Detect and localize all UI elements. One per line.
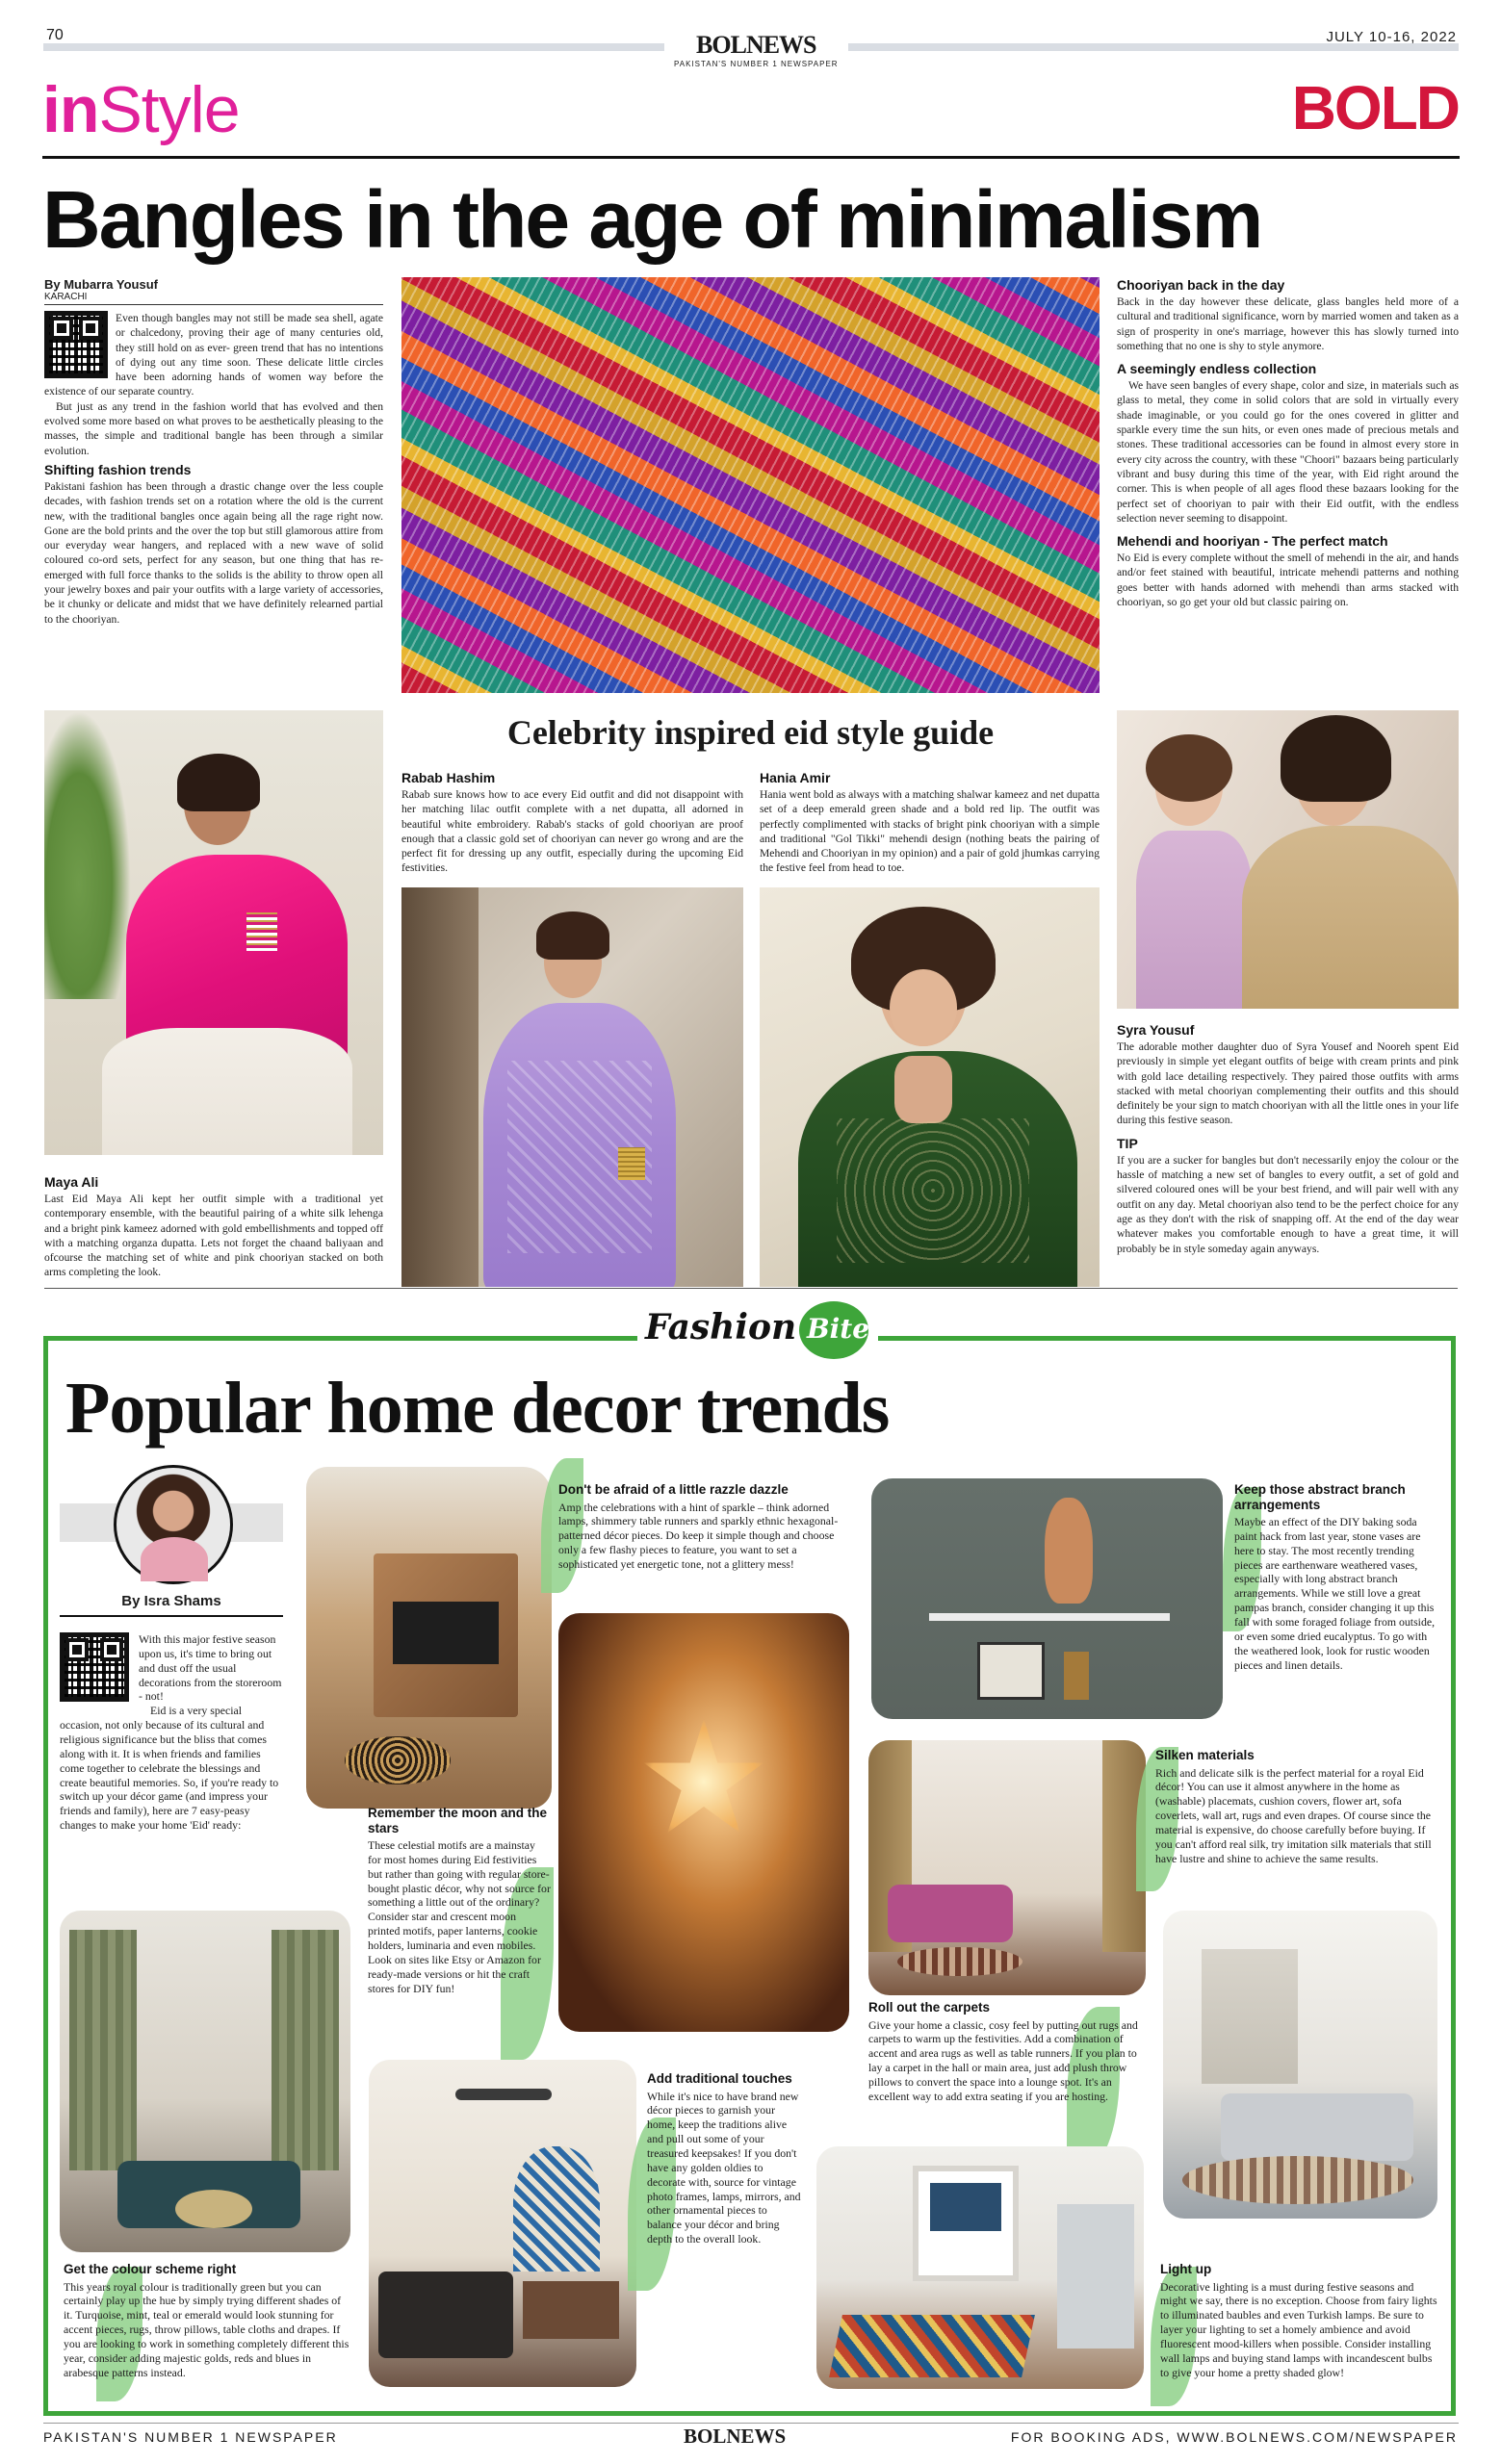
tip8-title: Light up <box>1160 2262 1212 2276</box>
footer-rule <box>43 2423 1459 2424</box>
rabab-name: Rabab Hashim <box>401 770 496 785</box>
article-left-column <box>44 277 383 627</box>
decor-tip-2 <box>1234 1482 1436 1672</box>
celebrity-guide-title: Celebrity inspired eid style guide <box>506 713 995 752</box>
bangles-photo <box>401 277 1100 693</box>
rabab-hashim-photo <box>401 887 743 1287</box>
tip2-text: Maybe an effect of the DIY baking soda paint hack from last year, stone vases are here to stay. The most recently trending pieces are earthenware weathered vases, especially with long abstract branch arrangements. While we still love a great pampas branch, consider changing it up this fall with some foraged foliage from outside, or even some dried eucalyptus. To go with the weathered look, look for rustic wooden pieces and linen details. <box>1234 1515 1436 1672</box>
maya-ali-photo <box>44 710 383 1155</box>
page-number: 70 <box>46 27 64 43</box>
footer-tagline: PAKISTAN'S NUMBER 1 NEWSPAPER <box>43 2429 338 2445</box>
qr-code-icon-2[interactable] <box>60 1632 129 1702</box>
lounge-sofa-photo <box>1163 1911 1437 2219</box>
issue-date: JULY 10-16, 2022 <box>1326 29 1457 45</box>
tip5-text: Give your home a classic, cosy feel by putting out rugs and carpets to warm up the festivities. Add a combination of accent and area rugs as well as table runners. If you plan to lay a carpet in the hall or main area, just add plush throw pillows to convert the space into a lounge spot. It's an excellent way to add extra seating if you are hosting. <box>868 2017 1138 2103</box>
decor-tip-6 <box>647 2071 801 2246</box>
maya-ali-caption <box>44 1170 383 1280</box>
decor-intro-p1: With this major festive season upon us, it's time to bring out and dust off the usual decorations from the storeroom - not! <box>139 1632 282 1704</box>
tip-text: If you are a sucker for bangles but don't necessarily enjoy the colour or the hassle of matching a new set of bangles to every outfit, a set of gold and silvered coloured ones will be your best friend, and will pair well with any outfit on any day. Metal chooriyan also tend to be the perfect choice for any age as they don't with the risk of snapping off. At the end of the day wear whatever makes you comfortable enough to have a great time, it will probably be in style someday again anyways. <box>1117 1153 1459 1255</box>
hania-amir-photo <box>760 887 1100 1287</box>
fashion-script: Fashion <box>645 1307 797 1348</box>
author-avatar <box>114 1465 233 1584</box>
subhead-endless-collection: A seemingly endless collection <box>1117 361 1317 377</box>
fashion-bite-logo <box>637 1299 878 1367</box>
tip1-title: Don't be afraid of a little razzle dazzle <box>558 1482 789 1497</box>
decor-headline: Popular home decor trends <box>65 1368 890 1449</box>
instyle-in: in <box>42 73 99 146</box>
maya-ali-text: Last Eid Maya Ali kept her outfit simple with a traditional yet contemporary ensemble, with the beautiful pairing of a white silk lehenga and a bright pink kameez adorned with gold embellishments and topped off with a matching organza dupatta. Lets not forget the chaand baliyaan and ofcourse the matching set of white and pink chooriyan stacked on both arms completing the look. <box>44 1193 383 1279</box>
decor-tip-1 <box>558 1482 847 1572</box>
tip7-title: Get the colour scheme right <box>64 2262 237 2276</box>
masthead-tagline: PAKISTAN'S NUMBER 1 NEWSPAPER <box>674 60 839 68</box>
syra-name: Syra Yousuf <box>1117 1022 1195 1038</box>
section-divider <box>44 1288 1458 1289</box>
bite-script: Bite <box>807 1313 870 1345</box>
main-headline: Bangles in the age of minimalism <box>42 174 1262 265</box>
subhead-chooriyan: Chooriyan back in the day <box>1117 277 1285 293</box>
star-lantern-photo <box>558 1613 849 2032</box>
subhead-shifting-trends: Shifting fashion trends <box>44 461 192 477</box>
tip4-text: Rich and delicate silk is the perfect material for a royal Eid décor! You can use it almost anywhere in the home as (washable) placemats, cushion covers, flower art, sofa coverlets, wall art, rugs and even drapes. Of course since the material is expensive, do choose carefully before buying. If you can't afford real silk, try imitation silk materials that still have lustre and shine to achieve the same results. <box>1155 1765 1432 1865</box>
chooriyan-text: Back in the day however these delicate, glass bangles held more of a cultural and traditional significance, worn by married women and taken as a sign of prosperity in one's marriage, however this has slowly turned into something that no one is shy to style anymore. <box>1117 295 1459 352</box>
tip4-title: Silken materials <box>1155 1748 1255 1762</box>
tip3-text: These celestial motifs are a mainstay for most homes during Eid festivities but rather than going with regular store-bought plastic décor, why not source for something a little out of the ordinary? Consider star and crescent moon printed motifs, paper lanterns, cookie holders, luminaria and even mobiles. Look on sites like Etsy or Amazon for ready-made versions or hit the craft stores for DIY fun! <box>368 1838 551 1995</box>
decor-tip-5 <box>868 2000 1140 2104</box>
footer-booking-link[interactable]: FOR BOOKING ADS, WWW.BOLNEWS.COM/NEWSPAPER <box>1010 2429 1458 2445</box>
bolnews-masthead-logo <box>664 31 848 68</box>
tip-title: TIP <box>1117 1135 1138 1151</box>
header-divider <box>42 156 1460 159</box>
article-byline: By Mubarra Yousuf <box>44 277 158 292</box>
decor-intro-p2: Eid is a very special occasion, not only because of its cultural and religious significance but the bliss that comes along with it. It is when friends and families come together to celebrate the blessings and create beautiful memories. So, if you're ready to switch up your décor game (and impress your friends and family), here are 7 easy-peasy changes to make your home 'Eid' ready: <box>60 1704 279 1833</box>
intro-paragraph-1: Even though bangles may not still be made sea shell, agate or chalcedony, proving their age of many centuries old, they still hold on as ever- green trend that has no intentions of dying out any time soon. These delicate little circles have been adorning hands of women way before the existence of our separate country. <box>44 312 383 398</box>
tv-wall-photo <box>306 1467 552 1809</box>
qr-code-icon[interactable] <box>44 311 108 378</box>
traditional-room-photo <box>369 2060 636 2387</box>
masthead-logo-text: BOLNEWS <box>696 31 816 59</box>
instyle-style: Style <box>98 73 240 146</box>
tip7-text: This years royal colour is traditionally green but you can certainly play up the hue by simply trying different shades of it. Turquoise, mint, teal or emerald would look stunning for accent pieces, rugs, throw pillows, table cloths and drapes. If you are looking to work in something completely different this year, consider adding majestic golds, reds and blues in arabesque patterns instead. <box>64 2279 349 2379</box>
hania-text: Hania went bold as always with a matching shalwar kameez and net dupatta set of a deep emerald green shade and a bold red lip. The outfit was perfectly complimented with stacks of bright pink chooriyan with a simple and traditional "Gol Tikki" mehendi design (nothing beats the pairing of Mehendi and Chooriyan in my opinion) and a pair of gold jhumkas carrying the festive feel from head to toe. <box>760 788 1100 875</box>
tip6-text: While it's nice to have brand new décor pieces to garnish your home, keep the traditions alive and pull out some of your treasured keepsakes! If you don't have any golden oldies to decorate with, source for vintage photo frames, lamps, mirrors, and other ornamental pieces to balance your décor and bring depth to the overall look. <box>647 2089 801 2246</box>
rabab-text: Rabab sure knows how to ace every Eid outfit and did not disappoint with her matching lilac outfit complete with a net dupatta, all adorned in beautiful white embroidery. Rabab's stacks of gold chooriyan are proof enough that a classic gold set of chooriyan can never go wrong and are the perfect fit for dressing up any outfit, especially during the upcoming Eid festivities. <box>401 788 743 875</box>
maya-ali-name: Maya Ali <box>44 1174 99 1190</box>
endless-collection-text: We have seen bangles of every shape, color and size, in materials such as glass to metal, they come in solid colors that are sold in virtually every shade imaginable, or you could go for the ones covered in glitter and sparkle every time the sun hits, or even ones made of precious metals and stones. These traditional accessories can be found in almost every store in every city across the country, with these "Choori" bazaars being particularly vibrant and busy during this time of the year, with Eid right around the corner. This is when people of all ages flood these bazaars looking for the perfect set of chooriyan to pair with their Eid outfit, with the endless selection never seeming to disappoint. <box>1117 379 1459 525</box>
tip8-text: Decorative lighting is a must during festive seasons and might we say, there is no exception. Choose from fairy lights to illuminated baubles and even Turkish lamps. Be sure to layer your lighting to set a homely ambience and avoid fluorescent mood-killers when possible. Consider installing wall lamps and buying stand lamps with incandescent bulbs to give your home a pretty shaded glow! <box>1160 2279 1437 2379</box>
silk-drapes-photo <box>868 1740 1146 1995</box>
hania-caption <box>760 770 1100 876</box>
bold-section-logo: BOLD <box>1291 73 1459 142</box>
intro-paragraph-2: But just as any trend in the fashion world that has evolved and then evolved some more based on what proves to be aesthetically pleasing to the masses, the simple and traditional bangle has been through a similar evolution. <box>44 399 383 457</box>
decor-tip-7 <box>64 2262 352 2380</box>
instyle-section-logo <box>42 72 240 147</box>
article-location: KARACHI <box>44 292 383 305</box>
carpet-room-photo <box>816 2146 1144 2389</box>
decor-byline: By Isra Shams <box>121 1593 221 1609</box>
tip1-text: Amp the celebrations with a hint of sparkle – think adorned lamps, shimmery table runners and sparkly ethnic hexagonal-patterned décor pieces. Do keep it simple though and choose only a few flashy pieces to feature, you want to set a sophisticated yet energetic tone, not a glittery mess! <box>558 1500 839 1571</box>
syra-yousuf-photo <box>1117 710 1459 1009</box>
mehendi-text: No Eid is every complete without the smell of mehendi in the air, and hands and/or feet stained with beautiful, intricate mehendi patterns and nothing goes better with hands adorned with mehendi than arms stacked with chooriyan, so go get your old but classic pairing on. <box>1117 552 1459 609</box>
tip2-title: Keep those abstract branch arrangements <box>1234 1482 1406 1512</box>
syra-text: The adorable mother daughter duo of Syra Yousef and Nooreh spent Eid previously in simple yet elegant outfits of beige with cream prints and pink with gold lace detailing respectively. They paired those outfits with arms stacked with metal chooriyan complementing their outfits and this should definitely be your sign to match chooriyan with all the little ones in your life during this festive season. <box>1117 1040 1459 1127</box>
decor-tip-4 <box>1155 1748 1444 1866</box>
shifting-trends-text: Pakistani fashion has been through a drastic change over the less couple decades, with fashion trends set on a rotation where the old is the current new, with the traditional bangles once again being all the rage right now. Gone are the bold prints and the over the top but still glamorous attire from our everyday wear hangers, and replaced with a new wave of solid coloured co-ord sets, perfect for any season, but one thing that has re-emerged with full force thanks to the solids is the ability to throw open all your jewelry boxes and pair your outfits with a large variety of accessories, be it chunky or delicate and midst that we have definitely relearned partial to the chooriyan. <box>44 479 383 626</box>
footer-logo: BOLNEWS <box>684 2425 787 2448</box>
vase-shelf-photo <box>871 1478 1223 1719</box>
decor-tip-3 <box>368 1806 551 1995</box>
tip3-title: Remember the moon and the stars <box>368 1806 548 1835</box>
syra-caption <box>1117 1018 1459 1256</box>
decor-tip-8 <box>1160 2262 1439 2380</box>
subhead-mehendi: Mehendi and hooriyan - The perfect match <box>1117 533 1388 550</box>
byline-rule <box>60 1615 283 1617</box>
tip6-title: Add traditional touches <box>647 2071 792 2086</box>
hania-name: Hania Amir <box>760 770 831 785</box>
rabab-caption <box>401 770 743 876</box>
decor-intro <box>60 1632 283 1833</box>
article-right-column <box>1117 277 1459 609</box>
green-curtains-photo <box>60 1911 350 2252</box>
tip5-title: Roll out the carpets <box>868 2000 991 2015</box>
